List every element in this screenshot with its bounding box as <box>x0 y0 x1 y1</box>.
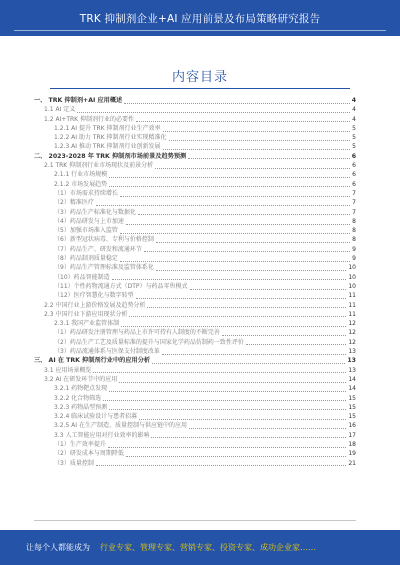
toc-entry[interactable] <box>34 198 356 207</box>
toc-entry[interactable] <box>34 245 356 254</box>
toc-leader-dots <box>189 423 346 429</box>
toc-leader-dots <box>138 209 350 215</box>
toc-entry-label: （8）药品制剂质量稳定 <box>54 255 118 263</box>
toc-entry[interactable] <box>34 310 356 319</box>
toc-entry[interactable] <box>34 301 356 310</box>
toc-entry-label: 2.1 TRK 抑制剂行业市场现状及前景分析 <box>44 162 154 170</box>
toc-entry[interactable] <box>34 366 356 375</box>
toc-entry-label: （1）药品研发注册管理与药品上市许可持有人制度的不断完善 <box>54 329 220 337</box>
toc-entry-page: 9 <box>352 255 356 263</box>
content-bottom-divider <box>34 520 356 521</box>
toc-entry-label: （6）新型冠状病毒、专利与价格控制 <box>54 236 154 244</box>
toc-entry[interactable] <box>34 282 356 291</box>
toc-leader-dots <box>93 367 346 373</box>
toc-entry-page: 17 <box>348 431 356 439</box>
toc-entry-label: 1.2.3 AI 推动 TRK 抑制剂行业创新发展 <box>54 143 161 151</box>
toc-entry-label: （12）医疗智慧化与数字转型 <box>54 292 134 300</box>
toc-entry[interactable] <box>34 254 356 263</box>
toc-entry[interactable] <box>34 189 356 198</box>
toc-leader-dots <box>126 219 350 225</box>
toc-entry[interactable] <box>34 217 356 226</box>
toc-entry[interactable] <box>34 180 356 189</box>
toc-entry-page: 8 <box>352 227 356 235</box>
toc-entry[interactable] <box>34 347 356 356</box>
toc-entry-label: （1）市场需求持续增长 <box>54 189 118 197</box>
toc-entry-label: （3）药品流通体系与医保支付制度改革 <box>54 348 160 356</box>
toc-entry-label: （5）加强市场准入监管 <box>54 227 118 235</box>
toc-entry-label: 一、 TRK 抑制剂+AI 应用概述 <box>34 97 123 104</box>
toc-leader-dots <box>109 172 350 178</box>
toc-leader-dots <box>162 349 347 355</box>
toc-entry-page: 12 <box>348 338 356 346</box>
toc-entry-page: 15 <box>348 394 356 402</box>
toc-entry-page: 14 <box>348 385 356 393</box>
toc-entry-label: 1.1 AI 定义 <box>44 106 76 114</box>
toc-entry[interactable] <box>34 115 356 124</box>
toc-leader-dots <box>151 432 346 438</box>
toc-entry-page: 12 <box>348 329 356 337</box>
toc-leader-dots <box>109 386 346 392</box>
toc-leader-dots <box>124 98 349 104</box>
toc-leader-dots <box>152 358 345 364</box>
table-of-contents <box>34 96 356 512</box>
toc-leader-dots <box>169 135 351 141</box>
toc-entry-page: 5 <box>352 143 356 151</box>
toc-leader-dots <box>163 126 351 132</box>
toc-entry[interactable] <box>34 328 356 337</box>
toc-entry-page: 8 <box>352 217 356 225</box>
toc-entry[interactable] <box>34 459 356 468</box>
toc-leader-dots <box>188 153 349 159</box>
toc-entry[interactable] <box>34 338 356 347</box>
toc-leader-dots <box>112 274 347 280</box>
toc-leader-dots <box>121 321 346 327</box>
toc-entry-page: 11 <box>348 292 356 300</box>
toc-leader-dots <box>120 256 350 262</box>
toc-entry-label: 3.3 人工智能应用对行业效率的影响 <box>54 431 150 439</box>
toc-entry-label: 3.2.4 临床试验设计与患者招募 <box>54 413 138 421</box>
toc-leader-dots <box>120 191 350 197</box>
toc-entry-page: 15 <box>348 413 356 421</box>
toc-entry-page: 6 <box>352 162 356 170</box>
toc-entry-label: 3.2.2 化合物筛选 <box>54 394 102 402</box>
toc-entry-label: 3.2.5 AI 在生产制造、质量控制与供应链中的应用 <box>54 422 187 430</box>
toc-entry[interactable] <box>34 133 356 142</box>
toc-entry-page: 7 <box>352 208 356 216</box>
toc-entry[interactable] <box>34 208 356 217</box>
toc-entry-page: 13 <box>348 366 356 374</box>
toc-entry[interactable] <box>34 291 356 300</box>
toc-entry-page: 5 <box>352 124 356 132</box>
toc-leader-dots <box>108 442 347 448</box>
toc-entry-page: 4 <box>351 97 356 104</box>
toc-entry[interactable] <box>34 142 356 151</box>
toc-entry-label: （2）精准医疗 <box>54 199 94 207</box>
toc-entry-page: 12 <box>348 320 356 328</box>
toc-entry[interactable] <box>34 235 356 244</box>
toc-leader-dots <box>109 181 350 187</box>
toc-entry-page: 8 <box>352 236 356 244</box>
toc-entry[interactable] <box>34 273 356 282</box>
toc-entry[interactable] <box>34 105 356 114</box>
toc-title: 内容目录 <box>171 70 228 85</box>
toc-entry[interactable] <box>34 412 356 421</box>
footer-roles: 行业专家、管理专家、营销专家、投资专家、成功企业家…… <box>100 543 316 552</box>
toc-entry-page: 18 <box>348 440 356 448</box>
toc-entry-label: （7）药品生产、研发和流通环节 <box>54 245 142 253</box>
toc-entry-page: 4 <box>352 115 356 123</box>
toc-entry-label: （3）药品生产标准化与数据化 <box>54 208 136 216</box>
toc-entry-page: 13 <box>348 348 356 356</box>
toc-entry[interactable] <box>34 356 356 365</box>
toc-entry[interactable] <box>34 226 356 235</box>
toc-leader-dots <box>77 107 350 113</box>
toc-entry[interactable] <box>34 421 356 430</box>
footer-banner <box>0 530 400 565</box>
toc-entry-page: 16 <box>348 422 356 430</box>
toc-leader-dots <box>156 237 350 243</box>
toc-entry-page: 6 <box>352 180 356 188</box>
toc-entry[interactable] <box>34 124 356 133</box>
toc-leader-dots <box>129 311 346 317</box>
toc-entry-label: 1.2 AI+TRK 抑制剂行业的必要性 <box>44 115 135 123</box>
toc-entry[interactable] <box>34 431 356 440</box>
toc-entry-label: （2）研发成本与周期降低 <box>54 450 124 458</box>
toc-leader-dots <box>96 200 350 206</box>
toc-entry-page: 7 <box>352 199 356 207</box>
toc-entry[interactable] <box>34 319 356 328</box>
toc-entry[interactable] <box>34 449 356 458</box>
toc-entry-page: 10 <box>348 264 356 272</box>
toc-entry-page: 10 <box>348 273 356 281</box>
toc-leader-dots <box>147 302 346 308</box>
toc-entry-page: 11 <box>348 301 356 309</box>
toc-leader-dots <box>126 451 347 457</box>
report-title: TRK 抑制剂企业+AI 应用前景及布局策略研究报告 <box>79 12 321 25</box>
toc-entry-label: 1.2.2 AI 助力 TRK 抑制剂行业实现精准化 <box>54 134 167 142</box>
toc-leader-dots <box>139 414 346 420</box>
footer-slogan: 让每个人都能成为 <box>26 543 90 552</box>
toc-entry[interactable] <box>34 96 356 105</box>
toc-entry-label: 3.2 AI 在研发环节中的应用 <box>44 375 118 383</box>
toc-leader-dots <box>190 284 347 290</box>
toc-entry-label: （3）质量控制 <box>54 459 94 467</box>
toc-entry-label: 2.3 中国行业下游应用现状分析 <box>44 310 128 318</box>
toc-leader-dots <box>163 144 351 150</box>
toc-entry-label: （2）药品生产工艺及质量标准的提升与国家化学药品仿制药一致性评价 <box>54 338 244 346</box>
toc-entry-label: 3.2.3 药物晶型预测 <box>54 403 108 411</box>
toc-leader-dots <box>120 228 350 234</box>
toc-entry-label: 2.1.2 市场发展趋势 <box>54 180 108 188</box>
toc-entry-label: 3.1 应用场景概览 <box>44 366 92 374</box>
toc-entry-label: （11）个性药物流通方式（DTP）与药品零售模式 <box>54 282 188 290</box>
toc-entry-page: 5 <box>352 134 356 142</box>
header-banner <box>0 0 400 36</box>
toc-entry-page: 4 <box>352 106 356 114</box>
toc-entry-page: 6 <box>351 152 356 160</box>
toc-leader-dots <box>222 330 347 336</box>
toc-entry-page: 15 <box>348 403 356 411</box>
toc-leader-dots <box>109 404 346 410</box>
toc-leader-dots <box>155 163 350 169</box>
toc-entry[interactable] <box>34 394 356 403</box>
toc-leader-dots <box>136 116 350 122</box>
toc-entry-label: （1）生产效率提升 <box>54 440 106 448</box>
toc-leader-dots <box>96 460 347 466</box>
toc-leader-dots <box>144 246 350 252</box>
toc-entry[interactable] <box>34 375 356 384</box>
toc-entry-page: 11 <box>348 310 356 318</box>
toc-entry-page: 9 <box>352 245 356 253</box>
toc-entry-label: 二、 2023-2028 年 TRK 抑制剂市场前景及趋势预测 <box>34 152 187 160</box>
toc-entry[interactable] <box>34 170 356 179</box>
toc-entry[interactable] <box>34 384 356 393</box>
toc-leader-dots <box>136 293 347 299</box>
toc-entry[interactable] <box>34 403 356 412</box>
toc-entry[interactable] <box>34 161 356 170</box>
toc-entry-page: 7 <box>352 189 356 197</box>
toc-entry-label: 1.2.1 AI 提升 TRK 抑制剂行业生产效率 <box>54 124 161 132</box>
header-divider <box>14 30 386 31</box>
toc-entry[interactable] <box>34 263 356 272</box>
toc-entry-page: 19 <box>348 450 356 458</box>
toc-entry-page: 10 <box>348 282 356 290</box>
toc-entry-label: （9）药品生产管理标准及监管体系化 <box>54 264 154 272</box>
toc-entry-label: （4）药品研发与上市加速 <box>54 217 124 225</box>
toc-entry[interactable] <box>34 440 356 449</box>
toc-leader-dots <box>103 395 346 401</box>
toc-leader-dots <box>246 339 347 345</box>
toc-entry-label: 2.2 中国行业上游价格发展及趋势分析 <box>44 301 146 309</box>
toc-entry-label: 3.2.1 药物靶点发现 <box>54 385 108 393</box>
toc-entry-page: 21 <box>348 459 356 467</box>
toc-entry-page: 14 <box>348 375 356 383</box>
toc-entry-page: 13 <box>347 357 356 365</box>
toc-entry-label: 2.3.1 我国产业监管体制 <box>54 320 120 328</box>
toc-entry-label: 2.1.1 行业市场规模 <box>54 171 108 179</box>
toc-leader-dots <box>119 377 346 383</box>
toc-entry-page: 6 <box>352 171 356 179</box>
toc-entry[interactable] <box>34 152 356 161</box>
toc-leader-dots <box>156 265 347 271</box>
toc-entry-label: （10）药品智能制造 <box>54 273 110 281</box>
toc-entry-label: 三、 AI 在 TRK 抑制剂行业中的应用分析 <box>34 357 151 365</box>
toc-title-divider <box>50 88 350 89</box>
